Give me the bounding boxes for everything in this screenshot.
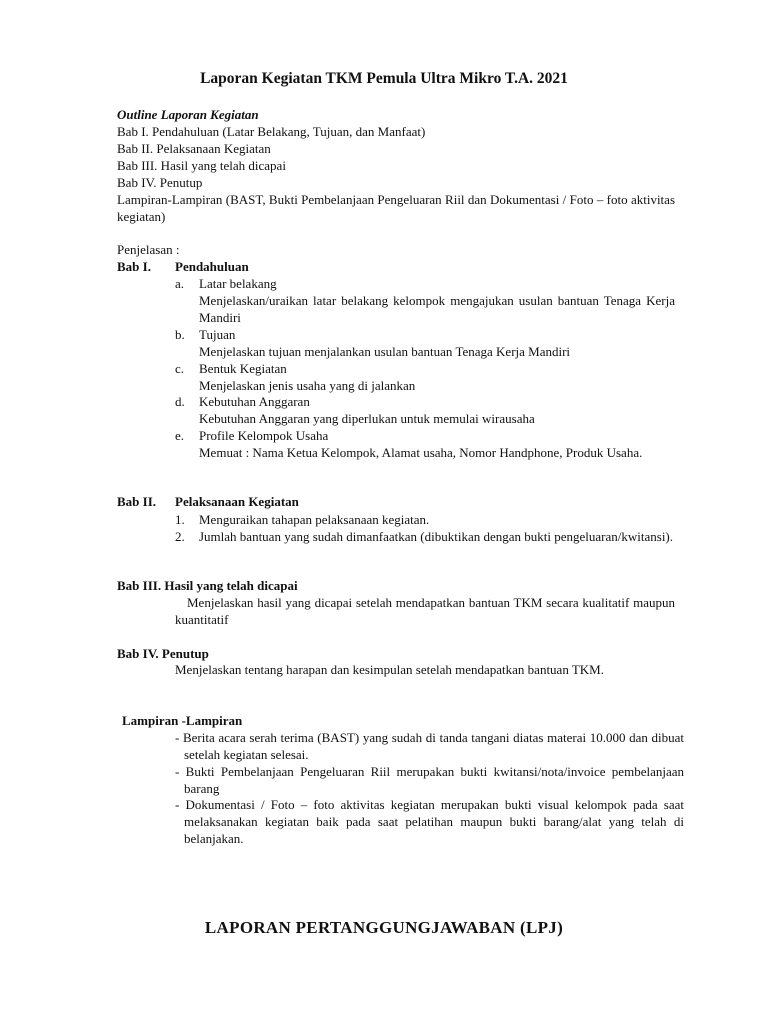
bab1-item-title (175, 327, 235, 344)
outline-item: Bab III. Hasil yang telah dicapai (117, 158, 286, 173)
bab1-item-title (175, 394, 310, 411)
item-title-text: Bentuk Kegiatan (199, 361, 287, 376)
bab1-item-desc: Menjelaskan jenis usaha yang di jalankan (199, 378, 416, 393)
bab1-item-title (175, 361, 287, 378)
bab1-item-desc: Memuat : Nama Ketua Kelompok, Alamat usaha, Nomor Handphone, Produk Usaha. (199, 445, 643, 460)
outline-lampiran: Lampiran-Lampiran (BAST, Bukti Pembelanjaan Pengeluaran Riil dan Dokumentasi / Foto – foto aktivitas kegiatan) (117, 192, 675, 224)
bab2-item-marker: 2. (175, 529, 185, 544)
item-title-text: Tujuan (199, 327, 236, 342)
item-title-text: Kebutuhan Anggaran (199, 394, 310, 409)
outline-heading: Outline Laporan Kegiatan (117, 107, 259, 122)
bab3-text: Menjelaskan hasil yang dicapai setelah mendapatkan bantuan TKM secara kualitatif maupun kuantitatif (175, 595, 675, 627)
bab4-heading: Bab IV. Penutup (117, 646, 209, 661)
bab1-item-title (175, 276, 277, 293)
bab1-item-desc: Kebutuhan Anggaran yang diperlukan untuk memulai wirausaha (199, 411, 535, 426)
lampiran-item: - Dokumentasi / Foto – foto aktivitas kegiatan merupakan bukti visual kelompok pada saat melaksanakan kegiatan baik pada saat pelatihan maupun bukti barang/alat yang telah di belanjakan. (175, 797, 684, 846)
bab1-item-desc: Menjelaskan tujuan menjalankan usulan bantuan Tenaga Kerja Mandiri (199, 344, 571, 359)
item-marker: e. (175, 428, 185, 443)
bab2-heading (117, 494, 299, 511)
bab1-title: Pendahuluan (175, 259, 249, 274)
bab1-label: Bab I. (117, 259, 151, 274)
outline-item: Bab I. Pendahuluan (Latar Belakang, Tujuan, dan Manfaat) (117, 124, 426, 139)
lampiran-heading: Lampiran -Lampiran (122, 713, 243, 728)
page-title: Laporan Kegiatan TKM Pemula Ultra Mikro T.A. 2021 (200, 70, 568, 87)
lampiran-item: - Berita acara serah terima (BAST) yang sudah di tanda tangani diatas materai 10.000 dan dibuat setelah kegiatan selesai. (175, 730, 684, 762)
bab3-heading: Bab III. Hasil yang telah dicapai (117, 578, 298, 593)
bab2-item-text: Menguraikan tahapan pelaksanaan kegiatan. (199, 512, 430, 527)
penjelasan-label: Penjelasan : (117, 242, 180, 257)
lampiran-item: - Bukti Pembelanjaan Pengeluaran Riil merupakan bukti kwitansi/nota/invoice pembelanjaan barang (175, 764, 684, 796)
bab1-heading (117, 259, 249, 276)
outline-item: Bab IV. Penutup (117, 175, 203, 190)
item-marker: a. (175, 276, 185, 291)
item-title-text: Profile Kelompok Usaha (199, 428, 329, 443)
bab1-item-desc: Menjelaskan/uraikan latar belakang kelompok mengajukan usulan bantuan Tenaga Kerja Mandiri (199, 293, 675, 325)
item-title-text: Latar belakang (199, 276, 277, 291)
bab2-label: Bab II. (117, 494, 157, 509)
bab2-title: Pelaksanaan Kegiatan (175, 494, 299, 509)
bab1-item-title (175, 428, 328, 445)
item-marker: b. (175, 327, 185, 342)
bab2-item-marker: 1. (175, 512, 185, 527)
item-marker: d. (175, 394, 185, 409)
lpj-title: LAPORAN PERTANGGUNGJAWABAN (LPJ) (204, 918, 564, 937)
outline-item: Bab II. Pelaksanaan Kegiatan (117, 141, 271, 156)
bab2-item-text: Jumlah bantuan yang sudah dimanfaatkan (dibuktikan dengan bukti pengeluaran/kwitansi). (199, 529, 674, 544)
item-marker: c. (175, 361, 185, 376)
bab4-text: Menjelaskan tentang harapan dan kesimpulan setelah mendapatkan bantuan TKM. (175, 662, 604, 677)
